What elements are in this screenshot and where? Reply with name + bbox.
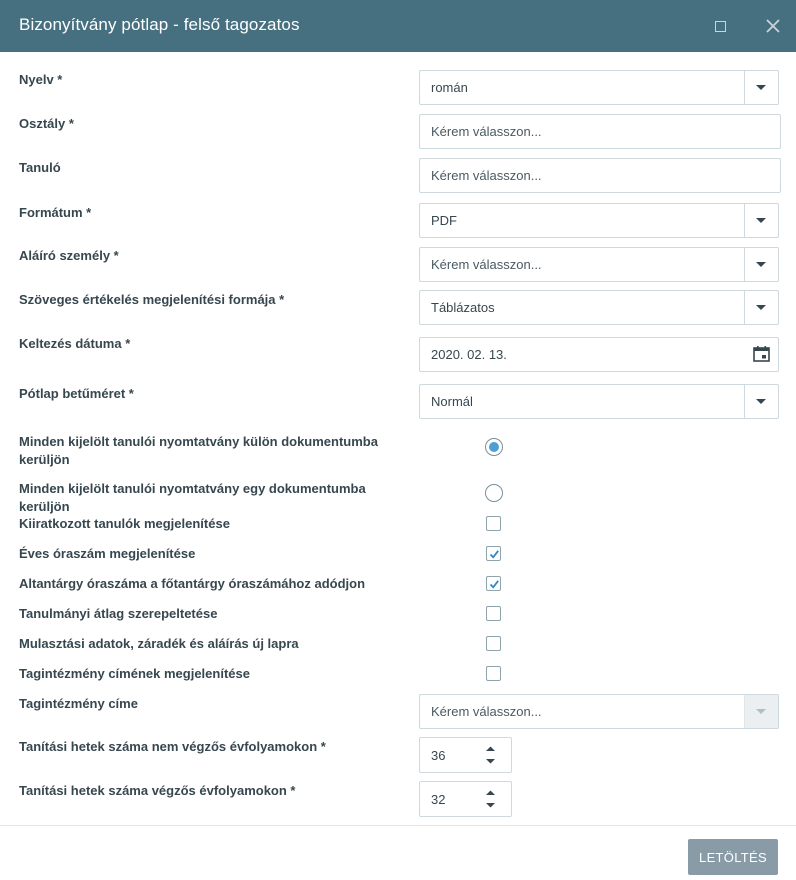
date-label: Keltezés dátuma * (19, 336, 131, 351)
checkbox-absence-new-page[interactable] (486, 636, 501, 651)
checkbox-annual-hours[interactable] (486, 546, 501, 561)
checkbox-label-study-average: Tanulmányi átlag szerepeltetése (19, 606, 218, 621)
checkbox-label-subsubject-hours: Altantárgy óraszáma a főtantárgy óraszámához adódjon (19, 576, 366, 591)
member-institution-address-placeholder: Kérem válasszon... (431, 704, 542, 719)
weeks-final-value: 32 (431, 792, 446, 807)
student-placeholder: Kérem válasszon... (431, 168, 542, 183)
text-evaluation-format-label: Szöveges értékelés megjelenítési formája * (19, 292, 285, 307)
close-icon[interactable] (761, 14, 785, 38)
chevron-down-icon[interactable] (744, 204, 778, 237)
weeks-non-final-value: 36 (431, 748, 446, 763)
check-icon (487, 577, 502, 592)
student-label: Tanuló (19, 160, 61, 175)
checkbox-subsubject-hours[interactable] (486, 576, 501, 591)
stepper-arrows-icon[interactable] (477, 738, 511, 772)
language-value: román (431, 80, 468, 95)
signer-select[interactable] (419, 247, 779, 282)
checkbox-label-absence-new-page: Mulasztási adatok, záradék és aláírás új lapra (19, 636, 299, 651)
chevron-down-icon[interactable] (744, 248, 778, 281)
font-size-value: Normál (431, 394, 473, 409)
checkbox-label-member-institution-address: Tagintézmény címének megjelenítése (19, 666, 250, 681)
format-value: PDF (431, 213, 457, 228)
text-evaluation-format-select[interactable] (419, 290, 779, 325)
signer-placeholder: Kérem válasszon... (431, 257, 542, 272)
maximize-icon[interactable] (709, 14, 733, 38)
weeks-non-final-label: Tanítási hetek száma nem végzős évfolyamokon * (19, 739, 326, 754)
download-button[interactable]: LETÖLTÉS (688, 839, 778, 875)
checkbox-member-institution-address[interactable] (486, 666, 501, 681)
checkbox-withdrawn-students[interactable] (486, 516, 501, 531)
radio-separate-documents[interactable] (485, 438, 503, 456)
radio-label-separate-documents: Minden kijelölt tanulói nyomtatvány külön dokumentumba kerüljön (19, 434, 378, 467)
checkbox-label-withdrawn-students: Kiiratkozott tanulók megjelenítése (19, 516, 230, 531)
dialog-title: Bizonyítvány pótlap - felső tagozatos (19, 15, 300, 34)
stepper-arrows-icon[interactable] (477, 782, 511, 816)
footer-divider (0, 825, 796, 826)
weeks-final-stepper[interactable] (419, 781, 512, 817)
date-value: 2020. 02. 13. (431, 347, 507, 362)
calendar-icon[interactable] (744, 338, 778, 371)
language-select[interactable] (419, 70, 779, 105)
member-institution-address-select[interactable] (419, 694, 779, 729)
weeks-non-final-stepper[interactable] (419, 737, 512, 773)
language-label: Nyelv * (19, 72, 63, 87)
weeks-final-label: Tanítási hetek száma végzős évfolyamokon * (19, 783, 296, 798)
radio-label-single-document: Minden kijelölt tanulói nyomtatvány egy dokumentumba kerüljön (19, 481, 366, 514)
font-size-label: Pótlap betűméret * (19, 386, 134, 401)
dialog-titlebar (0, 0, 796, 52)
check-icon (487, 547, 502, 562)
member-institution-address-label: Tagintézmény címe (19, 696, 138, 711)
date-input[interactable] (419, 337, 779, 372)
format-label: Formátum * (19, 205, 92, 220)
signer-label: Aláíró személy * (19, 248, 119, 263)
chevron-down-icon[interactable] (744, 291, 778, 324)
text-evaluation-format-value: Táblázatos (431, 300, 495, 315)
class-label: Osztály * (19, 116, 74, 131)
font-size-select[interactable] (419, 384, 779, 419)
format-select[interactable] (419, 203, 779, 238)
chevron-down-icon[interactable] (744, 71, 778, 104)
radio-single-document[interactable] (485, 484, 503, 502)
checkbox-study-average[interactable] (486, 606, 501, 621)
class-placeholder: Kérem válasszon... (431, 124, 542, 139)
student-input[interactable] (419, 158, 781, 193)
chevron-down-icon (744, 695, 778, 728)
checkbox-label-annual-hours: Éves óraszám megjelenítése (19, 546, 196, 561)
class-input[interactable] (419, 114, 781, 149)
chevron-down-icon[interactable] (744, 385, 778, 418)
